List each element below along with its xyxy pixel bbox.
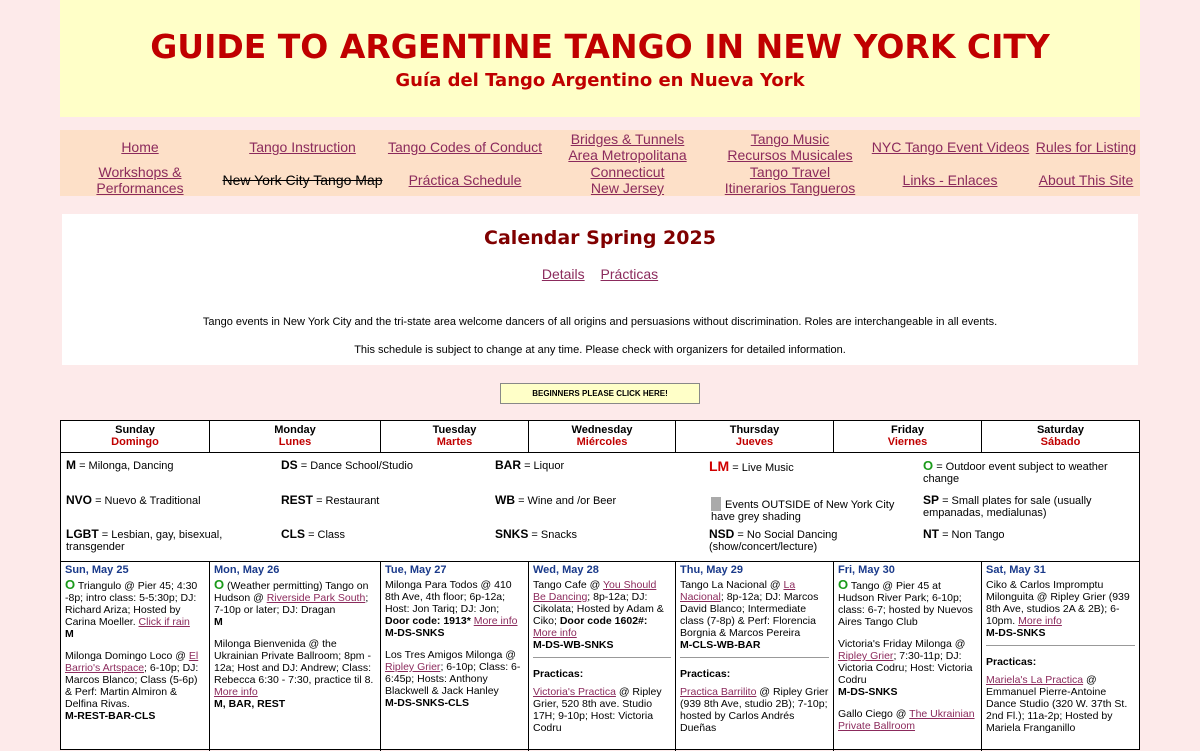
more-info-link[interactable]: More info: [1018, 615, 1062, 627]
day-column-sunday: [61, 561, 210, 751]
calendar-title: Calendar Spring 2025: [484, 227, 716, 249]
event-item: [214, 638, 376, 710]
legend-code: M: [66, 458, 76, 472]
legend-text: = Class: [308, 529, 346, 541]
nav-bridges-line1: Bridges & Tunnels: [570, 131, 685, 147]
event-item: [65, 579, 205, 640]
practicas-heading: [986, 656, 1135, 668]
venue-link[interactable]: La Nacional: [680, 579, 796, 603]
legend-text: = Dance School/Studio: [300, 460, 413, 472]
date-label: Thu, May 29: [680, 564, 743, 576]
venue-link[interactable]: The Ukrainian Private Ballroom: [838, 708, 975, 732]
event-category: M, BAR, REST: [214, 698, 286, 710]
legend-nt: [923, 528, 1005, 541]
event-item: [385, 579, 524, 639]
event-text: Tango La Nacional @: [680, 579, 784, 591]
date-label: Tue, May 27: [385, 564, 447, 576]
practicas-label: Practicas:: [680, 668, 731, 680]
site-title: GUIDE TO ARGENTINE TANGO IN NEW YORK CITY: [150, 27, 1050, 66]
legend-code: REST: [281, 493, 314, 507]
outdoor-marker: O: [838, 577, 849, 592]
legend-m: [66, 459, 174, 472]
more-info-link[interactable]: More info: [473, 615, 518, 627]
venue-link[interactable]: Riverside Park South: [266, 592, 366, 604]
door-code: Door code: 1913*: [385, 615, 471, 627]
venue-link[interactable]: Mariela's La Practica: [986, 674, 1084, 686]
event-text: ; 6-10p; Class: 6-6:45p; Hosts: Anthony Blackwell & Jack Hanley: [385, 661, 521, 697]
nav-practica-schedule[interactable]: Práctica Schedule: [408, 172, 522, 188]
more-info-link[interactable]: More info: [214, 686, 258, 698]
nav-workshops-line1: Workshops &: [98, 164, 182, 180]
legend-text: = Non Tango: [942, 529, 1005, 541]
main-nav: [60, 130, 1140, 196]
event-text: Gallo Ciego @: [838, 708, 910, 720]
event-text: Milonga Domingo Loco @: [65, 650, 189, 662]
event-text: Milonga Bienvenida @ the Ukrainian Private Ballroom; 8pm - 12a; Host and DJ: Andrew; Class: Rebecca 6:30 - 7:30, practice til 8.: [214, 638, 374, 686]
event-text: ; 8p-12a; DJ: Marcos David Blanco; Intermediate class (7-8p) & Perf: Florencia Borgnia & Marcos Pereira: [680, 591, 819, 639]
legend-text: = Snacks: [531, 529, 577, 541]
nav-music-line1: Tango Music: [750, 131, 830, 147]
day-header-thursday: [676, 421, 834, 453]
event-text: ; 7:30-11p; DJ: Victoria Codru; Host: Victoria Codru: [838, 650, 973, 686]
day-column-wednesday: [529, 561, 676, 751]
event-text: @ Emmanuel Pierre-Antoine Dance Studio (320 W. 37th St. 2nd Fl.); 11a-2p; Hosted by Mariela Franganillo: [986, 674, 1128, 734]
event-item: [214, 579, 376, 628]
day-es: Viernes: [887, 436, 928, 448]
legend-text: = Outdoor event subject to weather change: [923, 461, 1108, 485]
divider: [986, 645, 1135, 646]
legend-snks: [495, 528, 577, 541]
site-subtitle: Guía del Tango Argentino en Nueva York: [395, 70, 805, 91]
event-category: M-DS-SNKS-CLS: [385, 697, 469, 709]
legend-lm: [709, 460, 794, 474]
outdoor-marker: O: [65, 577, 76, 592]
nav-rules-listing[interactable]: Rules for Listing: [1035, 139, 1137, 155]
legend-text: = Nuevo & Traditional: [95, 495, 201, 507]
day-column-tuesday: [381, 561, 529, 751]
day-es: Sábado: [1040, 436, 1081, 448]
practicas-link[interactable]: Prácticas: [600, 266, 659, 282]
event-category: M: [65, 628, 74, 640]
nav-tango-map[interactable]: New York City Tango Map: [222, 172, 383, 188]
legend-sp: [923, 494, 1133, 519]
nav-tango-travel[interactable]: [710, 164, 870, 196]
day-en: Tuesday: [432, 424, 477, 436]
legend-code: DS: [281, 458, 298, 472]
event-category: M-DS-SNKS: [986, 627, 1046, 639]
nav-home[interactable]: Home: [121, 139, 159, 155]
legend-code: NSD: [709, 527, 735, 541]
nav-codes-of-conduct[interactable]: Tango Codes of Conduct: [387, 139, 543, 155]
nav-workshops-line2: Performances: [96, 180, 184, 196]
legend-nvo: [66, 494, 201, 507]
divider: [680, 657, 829, 658]
day-es: Jueves: [735, 436, 774, 448]
event-text: (Weather permitting) Tango on Hudson @: [214, 580, 369, 604]
venue-link[interactable]: El Barrio's Artspace: [65, 650, 199, 674]
event-item: [986, 674, 1135, 734]
divider: [533, 657, 671, 658]
date-label: Sat, May 31: [986, 564, 1046, 576]
day-header-sunday: [61, 421, 210, 453]
day-column-monday: [210, 561, 381, 751]
date-label: Fri, May 30: [838, 564, 895, 576]
nav-links[interactable]: Links - Enlaces: [902, 172, 998, 188]
day-es: Martes: [436, 436, 473, 448]
legend-text: = Live Music: [732, 462, 794, 474]
event-text: @ Ripley Grier, 520 8th ave. Studio 17H; 9-10p; Host: Victoria Codru: [533, 686, 662, 734]
legend-code: CLS: [281, 527, 305, 541]
event-text: Victoria's Friday Milonga @: [838, 638, 966, 650]
legend-code: NT: [923, 527, 939, 541]
event-item: [838, 708, 977, 732]
day-en: Thursday: [729, 424, 780, 436]
day-header-monday: [210, 421, 381, 453]
event-text: ; 7-10p or later; DJ: Dragan: [214, 592, 369, 616]
nav-event-videos[interactable]: NYC Tango Event Videos: [871, 139, 1030, 155]
legend-text: = Small plates for sale (usually empanadas, medialunas): [923, 495, 1092, 519]
day-en: Monday: [274, 424, 316, 436]
event-category: M-REST-BAR-CLS: [65, 710, 156, 722]
nav-travel-line1: Tango Travel: [749, 164, 831, 180]
venue-link[interactable]: Ripley Grier: [838, 650, 894, 662]
nav-music-line2: Recursos Musicales: [727, 147, 853, 163]
practicas-label: Practicas:: [533, 668, 584, 680]
day-en: Wednesday: [571, 424, 633, 436]
date-label: Mon, May 26: [214, 564, 280, 576]
legend-text: = No Social Dancing (show/concert/lecture): [709, 529, 838, 553]
event-text: Triangulo @ Pier 45; 4:30 -8p; intro class: 5-5:30p; DJ: Richard Ariza; Hosted by Carina Moeller.: [65, 580, 198, 628]
calendar-links: [62, 266, 1138, 282]
day-header-wednesday: [529, 421, 676, 453]
event-text: Ciko & Carlos Impromptu Milonguita @ Ripley Grier (939 8th Ave, studios 2A & 2B); 6-10pm.: [986, 579, 1130, 627]
beginners-button[interactable]: BEGINNERS PLEASE CLICK HERE!: [500, 383, 700, 404]
more-info-link[interactable]: More info: [533, 627, 577, 639]
event-item: [385, 649, 524, 709]
event-item: [533, 686, 671, 734]
legend-code: SNKS: [495, 527, 529, 541]
practicas-label: Practicas:: [986, 656, 1037, 668]
nav-tango-music[interactable]: [710, 131, 870, 163]
legend-wb: [495, 494, 616, 507]
event-category: M-CLS-WB-BAR: [680, 639, 761, 651]
legend-text: = Milonga, Dancing: [79, 460, 174, 472]
event-text: Tango Cafe @: [533, 579, 604, 591]
nav-bridges-line2: Area Metropolitana: [568, 147, 687, 163]
date-label: Sun, May 25: [65, 564, 129, 576]
venue-link[interactable]: Victoria's Practica: [533, 686, 616, 698]
event-item: [680, 686, 829, 734]
door-code: Door code 1602#:: [559, 615, 648, 627]
details-link[interactable]: Details: [541, 266, 585, 282]
event-text: ; 8p-12a; DJ: Cikolata; Hosted by Adam & Ciko;: [533, 591, 664, 627]
legend-o: [923, 460, 1133, 485]
nav-nj-line: New Jersey: [590, 180, 665, 196]
event-category: M: [214, 616, 223, 628]
legend-code: LM: [709, 458, 730, 474]
nav-connecticut-nj[interactable]: [550, 164, 705, 196]
day-header-friday: [834, 421, 982, 453]
venue-link[interactable]: Ripley Grier: [385, 661, 441, 673]
event-item: [65, 650, 205, 722]
calendar-table: [60, 420, 1140, 750]
legend-code: WB: [495, 493, 515, 507]
day-column-saturday: [982, 561, 1139, 751]
event-item: [986, 579, 1135, 639]
event-text: Tango @ Pier 45 at Hudson River Park; 6-10p; class: 6-7; hosted by Nuevos Aires Tango Club: [838, 580, 973, 628]
legend-code: SP: [923, 493, 940, 507]
legend-text: Events OUTSIDE of New York City have grey shading: [711, 499, 895, 523]
event-item: [838, 579, 977, 628]
day-header-saturday: [982, 421, 1139, 453]
legend-text: = Lesbian, gay, bisexual, transgender: [66, 529, 223, 553]
nav-ct-line: Connecticut: [590, 164, 665, 180]
venue-link[interactable]: Practica Barrilito: [680, 686, 757, 698]
schedule-note: This schedule is subject to change at any time. Please check with organizers for detailed information.: [354, 344, 846, 356]
legend-code: BAR: [495, 458, 521, 472]
day-es: Domingo: [111, 436, 159, 448]
day-es: Miércoles: [576, 436, 628, 448]
event-text: Milonga Para Todos @ 410 8th Ave, 4th floor; 6p-12a; Host: Jon Tariq; DJ: Jon;: [385, 579, 512, 615]
event-item: [533, 579, 671, 651]
legend-bar: [495, 459, 564, 472]
day-header-tuesday: [381, 421, 529, 453]
event-text: Los Tres Amigos Milonga @: [385, 649, 516, 661]
event-category: M-DS-WB-SNKS: [533, 639, 614, 651]
nav-workshops[interactable]: [90, 164, 190, 196]
legend-lgbt: [66, 528, 266, 553]
day-es: Lunes: [278, 436, 312, 448]
nav-travel-line2: Itinerarios Tangueros: [724, 180, 856, 196]
legend-text: = Wine and /or Beer: [518, 495, 617, 507]
legend-nsd: [709, 528, 909, 553]
event-text: ; 6-10p; DJ: Marcos Blanco; Class (5-6p) & Perf: Martin Almiron & Delfina Rivas.: [65, 662, 199, 710]
legend: [61, 453, 1139, 562]
nav-about[interactable]: About This Site: [1038, 172, 1134, 188]
event-item: [680, 579, 829, 651]
day-en: Sunday: [115, 424, 155, 436]
legend-text: = Restaurant: [316, 495, 380, 507]
legend-text: = Liquor: [524, 460, 565, 472]
event-item: [838, 638, 977, 698]
legend-outside: [711, 497, 906, 523]
event-category: M-DS-SNKS: [385, 627, 445, 639]
day-en: Friday: [890, 424, 924, 436]
day-en: Saturday: [1036, 424, 1085, 436]
nav-bridges-tunnels[interactable]: [550, 131, 705, 163]
day-column-thursday: [676, 561, 834, 751]
nav-tango-instruction[interactable]: Tango Instruction: [249, 139, 356, 155]
outdoor-marker: O: [214, 577, 225, 592]
event-category: M-DS-SNKS: [838, 686, 898, 698]
rain-link[interactable]: Click if rain: [138, 616, 190, 628]
legend-code: O: [923, 458, 934, 473]
day-column-friday: [834, 561, 982, 751]
inclusion-note: Tango events in New York City and the tri-state area welcome dancers of all origins and persuasions without discrimination. Roles are interchangeable in all events.: [202, 316, 998, 328]
legend-code: NVO: [66, 493, 93, 507]
grey-swatch: [711, 497, 721, 511]
legend-cls: [281, 528, 345, 541]
event-text: @ Ripley Grier (939 8th Ave, studio 2B); 7-10p; hosted by Carlos Andrés Dueñas: [680, 686, 829, 734]
legend-rest: [281, 494, 379, 507]
site-header: [60, 0, 1140, 117]
practicas-heading: [680, 668, 829, 680]
legend-code: LGBT: [66, 527, 99, 541]
venue-link[interactable]: You Should Be Dancing: [533, 579, 657, 603]
legend-ds: [281, 459, 413, 472]
practicas-heading: [533, 668, 671, 680]
date-label: Wed, May 28: [533, 564, 599, 576]
calendar-intro: [62, 214, 1138, 365]
